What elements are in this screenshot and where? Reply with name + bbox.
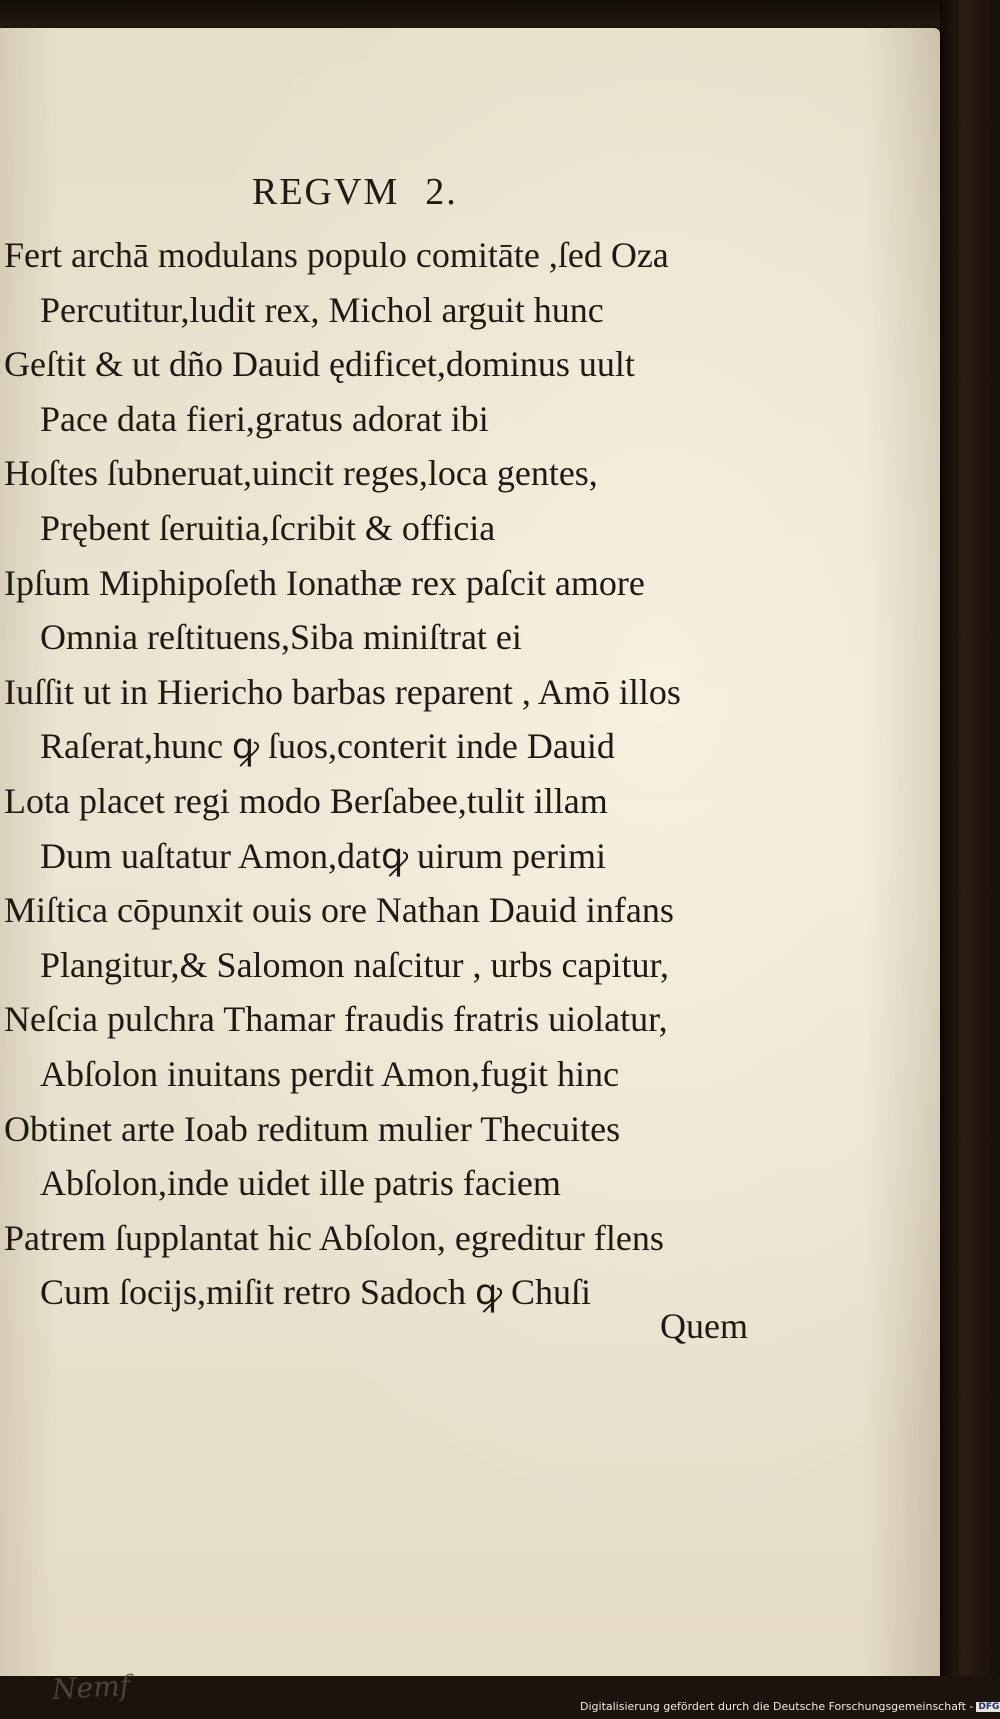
verse-line: Iuſſit ut in Hiericho barbas reparent , Amō illos bbox=[4, 671, 681, 712]
verse-line: Raſerat,hunc ꝙ ſuos,conterit inde Dauid bbox=[40, 726, 615, 767]
handwritten-margin-note: Nemf bbox=[51, 1668, 131, 1707]
verse-line: Pace data fieri,gratus adorat ibi bbox=[40, 398, 489, 439]
verse-line: Prębent ſeruitia,ſcribit & officia bbox=[40, 507, 496, 548]
verse-line: Percutitur,ludit rex, Michol arguit hunc bbox=[40, 289, 604, 330]
verse-line: Abſolon,inde uidet ille patris faciem bbox=[40, 1163, 561, 1204]
verse-line: Hoſtes ſubneruat,uincit reges,loca gentes, bbox=[4, 453, 598, 494]
verse-line: Omnia reſtituens,Siba miniſtrat ei bbox=[40, 617, 522, 658]
dfg-logo: DFG bbox=[978, 1702, 1000, 1712]
verse-line: Geſtit & ut dño Dauid ędificet,dominus uult bbox=[4, 344, 635, 385]
verse-text-block bbox=[0, 228, 790, 1320]
verse-line: Fert archā modulans populo comitāte ,ſed Oza bbox=[4, 235, 669, 275]
catchword: Quem bbox=[660, 1306, 748, 1346]
verse-line: Lota placet regi modo Berſabee,tulit illam bbox=[4, 780, 608, 821]
running-header bbox=[252, 170, 458, 214]
digitization-credit bbox=[580, 1700, 1000, 1713]
verse-line: Patrem ſupplantat hic Abſolon, egreditur flens bbox=[4, 1217, 664, 1258]
verse-line: Obtinet arte Ioab reditum mulier Thecuites bbox=[4, 1108, 621, 1149]
verse-line: Cum ſocijs,miſit retro Sadoch ꝙ Chuſi bbox=[40, 1272, 592, 1313]
verse-line: Plangitur,& Salomon naſcitur , urbs capitur, bbox=[40, 944, 670, 985]
credit-text: Digitalisierung gefördert durch die Deutsche Forschungsgemeinschaft - bbox=[580, 1700, 974, 1713]
verse-line: Dum uaſtatur Amon,datꝙ uirum perimi bbox=[40, 835, 606, 876]
running-header-title: REGVM bbox=[252, 171, 400, 213]
verse-line: Abſolon inuitans perdit Amon,fugit hinc bbox=[40, 1053, 619, 1094]
running-header-number: 2. bbox=[425, 171, 458, 213]
verse-line: Neſcia pulchra Thamar fraudis fratris uiolatur, bbox=[4, 999, 668, 1040]
book-cover-edge bbox=[940, 0, 1000, 1719]
verse-line: Miſtica cōpunxit ouis ore Nathan Dauid infans bbox=[4, 890, 674, 931]
verse-line: Ipſum Miphipoſeth Ionathæ rex paſcit amore bbox=[4, 562, 645, 603]
